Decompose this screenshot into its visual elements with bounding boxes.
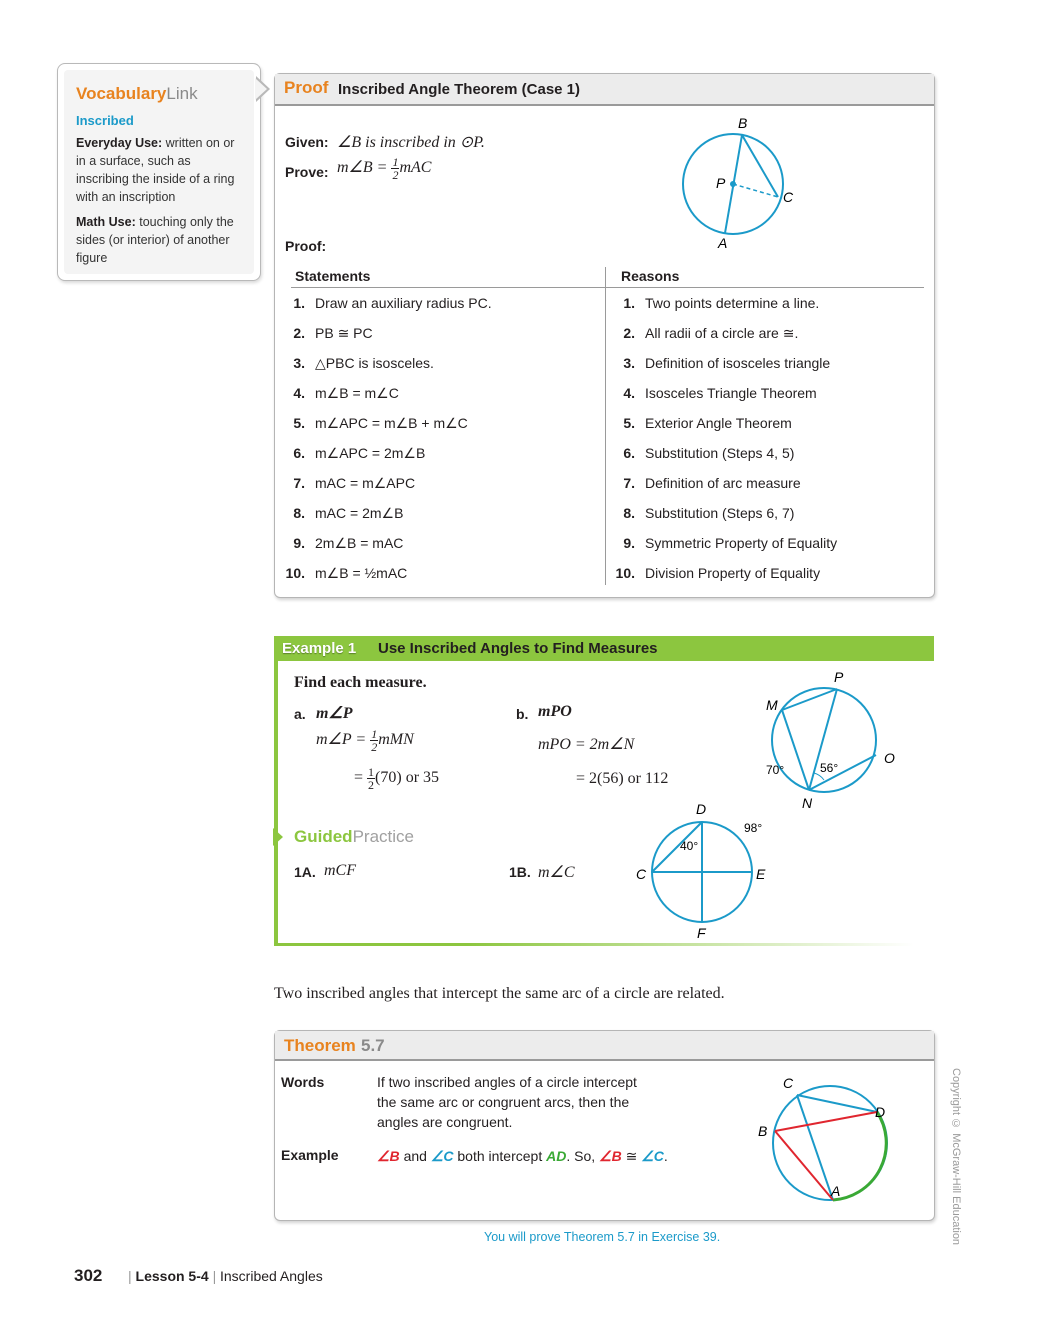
ex-end: . [663,1148,668,1164]
statement-text: mAC = 2m∠B [315,505,404,521]
part-b-label: b. [516,706,529,722]
example-figure-1 [754,669,924,811]
reason-row [605,348,925,378]
prove-label: Prove: [285,164,329,180]
statement-number: 10. [285,565,305,581]
statement-number: 6. [293,445,305,461]
reason-number: 8. [623,505,635,521]
proof-title: Inscribed Angle Theorem (Case 1) [338,81,581,98]
statement-text: Draw an auxiliary radius PC. [315,295,492,311]
statement-row [275,498,605,528]
reason-row [605,318,925,348]
proof-header [275,74,934,106]
fraction-half: $\frac{1}{2}$ [368,765,375,792]
label-b: B [758,1123,768,1139]
reason-row [605,288,925,318]
q1b-label: 1B. [509,864,531,880]
guided-b: Practice [352,827,414,846]
example-left-border [274,661,278,943]
reason-number: 7. [623,475,635,491]
ex-angle-b: ∠B [377,1148,400,1164]
vocab-everyday [76,134,246,206]
vocab-math [76,213,246,267]
ex-congruent: ≅ [625,1148,638,1164]
q1a-text: mCF [324,862,356,879]
reason-text: Symmetric Property of Equality [645,535,838,551]
example-figure-2 [632,794,782,941]
reason-text: Division Property of Equality [645,565,821,581]
label-m: M [766,697,778,713]
label-c: C [636,866,647,882]
reason-row [605,558,925,588]
statement-number: 4. [293,385,305,401]
example-text [377,1146,697,1166]
example-bottom-border [274,943,914,946]
reason-text: Two points determine a line. [645,295,820,311]
proof-label: Proof [284,78,329,97]
guided-practice-arrow-icon [273,828,283,846]
degree-56: 56° [820,761,839,775]
statement-number: 9. [293,535,305,551]
example-label: Example [281,1147,339,1163]
math-text: touching only the sides (or interior) of another figure [76,215,234,265]
statement-row [275,378,605,408]
vocab-term: Inscribed [76,113,134,128]
chord-bd [775,1112,877,1131]
statement-text: m∠APC = 2m∠B [315,445,426,461]
statement-text: m∠B = ½mAC [315,565,408,581]
guided-a: Guided [294,827,353,846]
part-a-label: a. [294,706,306,722]
ex-angle-c2: ∠C [641,1148,664,1164]
prove-post: mAC [399,159,432,177]
theorem-box [274,1030,935,1221]
degree-40: 40° [680,839,699,853]
label-d: D [696,801,707,817]
ex-arc-ad: AD [546,1148,567,1164]
degree-70: 70° [766,763,785,777]
prove-statement [337,156,431,181]
reason-number: 3. [623,355,635,371]
reason-number: 6. [623,445,635,461]
math-label: Math Use: [76,215,136,229]
prove-pre: m∠B = [337,159,388,177]
ex-angle-b2: ∠B [599,1148,622,1164]
statement-row [275,528,605,558]
part-b-target: mPO [538,703,572,720]
ex-so: . So, [566,1148,596,1164]
degree-98: 98° [744,821,763,835]
label-a: A [718,235,728,251]
lesson-title: Inscribed Angles [220,1268,323,1284]
copyright: Copyright © McGraw-Hill Education [950,1068,962,1246]
reason-row [605,378,925,408]
reason-row [605,438,925,468]
vocabulary-link-box [57,63,261,281]
proof-box [274,73,935,598]
reason-text: Substitution (Steps 6, 7) [645,505,795,521]
everyday-text: written on or in a surface, such as inscribing the inside of a ring with an inscription [76,136,235,204]
statement-row [275,438,605,468]
reason-number: 10. [615,565,635,581]
label-f: F [697,925,706,941]
everyday-label: Everyday Use: [76,136,163,150]
theorem-header [275,1031,934,1061]
exercise-note: You will prove Theorem 5.7 in Exercise 39. [484,1230,721,1244]
example-box [274,636,934,948]
label-b: B [738,115,748,131]
reason-text: Isosceles Triangle Theorem [645,385,817,401]
reason-row [605,498,925,528]
proof-figure [670,114,810,254]
statement-number: 5. [293,415,305,431]
q1a-label: 1A. [294,864,316,880]
part-a-line1 [316,728,414,753]
example-title: Use Inscribed Angles to Find Measures [378,640,658,657]
statement-number: 1. [293,295,305,311]
theorem-figure [751,1071,911,1211]
circle [772,688,876,792]
vocabulary-link-panel [64,70,254,274]
statement-row [275,408,605,438]
part-a-target: m∠P [316,705,353,722]
chord-ca [797,1095,833,1200]
part-b-line1: mPO = 2m∠N [538,736,635,753]
reasons-header: Reasons [621,268,680,284]
center-point [730,181,736,187]
theorem-number: 5.7 [361,1036,385,1055]
reason-row [605,468,925,498]
example-label: Example 1 [282,640,357,657]
words-label: Words [281,1074,325,1090]
ex-and: and [403,1148,427,1164]
label-c: C [783,1075,794,1091]
vocab-title-a: Vocabulary [76,84,167,103]
lesson-text: Lesson 5-4 [135,1268,209,1284]
given-label: Given: [285,134,329,150]
statement-row [275,468,605,498]
label-n: N [802,795,813,811]
arc-ad [833,1112,886,1200]
reason-row [605,408,925,438]
statement-number: 7. [293,475,305,491]
reason-row [605,528,925,558]
statement-row [275,288,605,318]
reason-text: Definition of arc measure [645,475,801,491]
label-e: E [756,866,766,882]
words-text: If two inscribed angles of a circle intercept the same arc or congruent arcs, then the angles are congruent. [377,1074,637,1130]
ex-angle-c: ∠C [430,1148,454,1164]
statement-row [275,348,605,378]
callout-arrow-inner [255,78,267,100]
proof-label-text: Proof: [285,238,327,254]
statement-number: 8. [293,505,305,521]
reason-number: 4. [623,385,635,401]
reason-number: 5. [623,415,635,431]
theorem-label: Theorem [284,1036,356,1055]
fraction-half: $\frac{1}{2}$ [392,155,399,182]
fraction-half: $\frac{1}{2}$ [371,727,378,754]
statement-number: 2. [293,325,305,341]
label-d: D [875,1104,886,1120]
reason-text: Definition of isosceles triangle [645,355,831,371]
vocabulary-link-title [76,84,198,104]
reason-number: 9. [623,535,635,551]
given-text: ∠B is inscribed in ⊙P. [337,134,485,151]
guided-practice-title [294,827,414,847]
statement-row [275,558,605,588]
reason-text: All radii of a circle are ≅. [645,325,799,341]
label-c: C [783,189,794,205]
statements-header: Statements [295,268,371,284]
intro-text: Two inscribed angles that intercept the same arc of a circle are related. [274,985,725,1002]
example-header [274,636,934,661]
reason-number: 2. [623,325,635,341]
reason-number: 1. [623,295,635,311]
statement-number: 3. [293,355,305,371]
example-prompt: Find each measure. [294,674,427,691]
label-a: A [831,1183,841,1199]
vocab-title-b: Link [166,84,198,103]
statement-text: PB ≅ PC [315,325,373,341]
a-line1-post: mMN [378,731,414,749]
label-p: P [834,669,844,685]
statement-text: m∠APC = m∠B + m∠C [315,415,468,431]
part-a-line2 [354,766,439,791]
a-line1-pre: m∠P = [316,731,367,749]
a-line2-post: (70) or 35 [375,769,440,787]
chord-ba [775,1131,833,1200]
reason-text: Substitution (Steps 4, 5) [645,445,795,461]
q1b-text: m∠C [538,864,575,881]
chord-mn [782,710,809,790]
statement-text: △PBC is isosceles. [315,355,434,371]
label-o: O [884,750,895,766]
statement-text: 2m∠B = mAC [315,535,404,551]
reason-text: Exterior Angle Theorem [645,415,792,431]
page-number: 302 [74,1266,103,1285]
label-p: P [716,175,726,191]
part-b-line2: = 2(56) or 112 [576,770,669,787]
statement-text: m∠B = m∠C [315,385,399,401]
lesson-label: | Lesson 5-4 | [128,1268,217,1284]
statement-row [275,318,605,348]
a-line2-pre: = [354,769,364,787]
statement-text: mAC = m∠APC [315,475,416,491]
ex-mid: both intercept [457,1148,543,1164]
